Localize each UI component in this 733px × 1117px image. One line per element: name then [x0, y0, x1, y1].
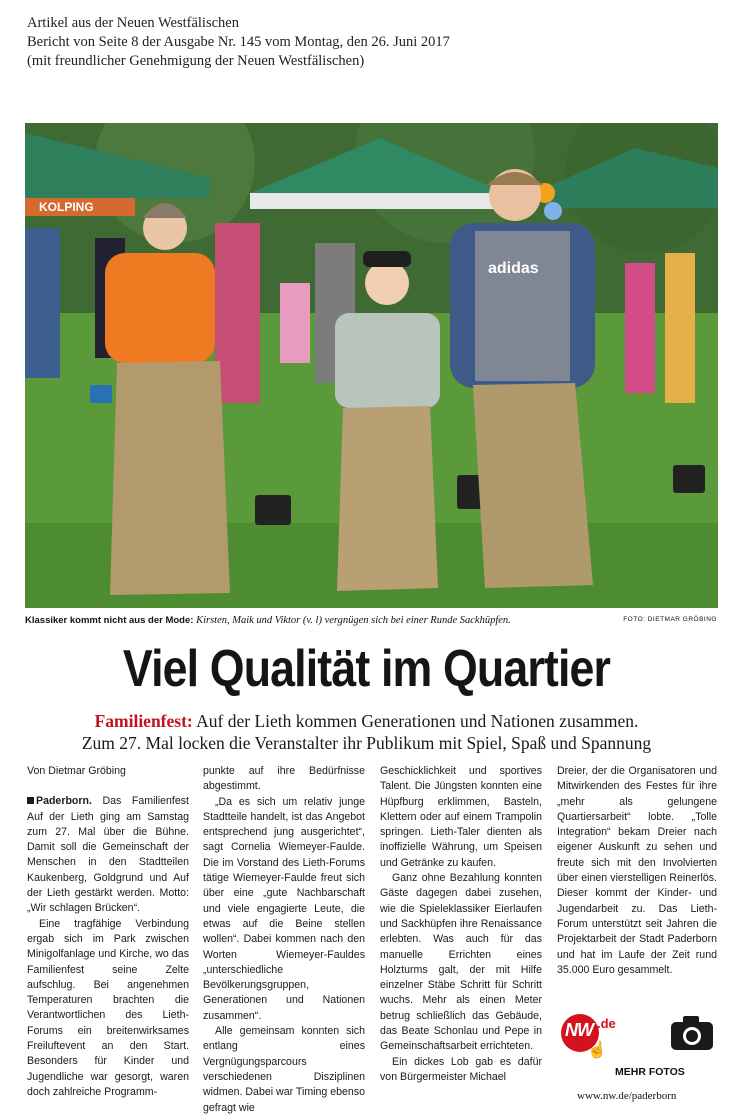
adidas-logo: adidas — [488, 260, 539, 277]
author-byline: Von Dietmar Gröbing — [27, 765, 126, 777]
bucket — [90, 385, 112, 403]
photo-illustration — [25, 123, 718, 608]
article-column-3 — [380, 764, 542, 1085]
subhead-text-1: Auf der Lieth kommen Generationen und Nationen zusammen. — [196, 711, 639, 731]
caption-italic: Kirsten, Maik und Viktor (v. l) vergnügen sich bei einer Runde Sackhüpfen. — [196, 615, 511, 626]
promo-url-link[interactable]: www.nw.de/paderborn — [577, 1090, 677, 1102]
subhead-line-2: Zum 27. Mal locken die Veranstalter ihr Publikum mit Spiel, Spaß und Spannung — [81, 733, 652, 753]
paragraph: Alle gemeinsam konnten sich entlang eines Vergnügungsparcours verschiedenen Disziplinen widmen. Dabei war Timing ebenso gefragt wie — [203, 1025, 365, 1114]
bucket — [255, 495, 291, 525]
caption-bold: Klassiker kommt nicht aus der Mode: — [25, 615, 194, 626]
subhead-kicker: Familienfest: — [94, 711, 193, 731]
dateline: Paderborn. — [36, 795, 92, 808]
kolping-sign: KOLPING — [39, 200, 94, 214]
more-photos-label[interactable]: MEHR FOTOS — [615, 1066, 685, 1078]
camera-icon — [669, 1012, 715, 1052]
nw-logo-domain: .de — [597, 1016, 616, 1031]
header-line-1: Artikel aus der Neuen Westfälischen — [27, 15, 239, 31]
photo-credit: FOTO: DIETMAR GRÖBING — [623, 616, 717, 623]
paragraph — [27, 794, 189, 916]
paragraph-text: Das Familienfest Auf der Lieth ging am Samstag zum 27. Mal über die Bühne. Damit soll die Gemeinschaft der Menschen in den Stadtteilen Kaukenberg, Goldgrund und Auf der Lieth gestärkt werden. Motto: „Wir schlagen Brücken“. — [27, 795, 189, 915]
header — [27, 14, 450, 71]
paragraph: „Da es sich um relativ junge Stadtteile handelt, ist das Angebot entsprechend jung ausgerichtet“, sagt Cornelia Wiemeyer-Faulde. Die im Vorstand des Lieth-Forums tätige Wiemeyer-Faulde freut sich über eine „gute Nachbarschaft und viele engagierte Leute, die etwas auf die Beine stellen wollen“. Dabei kommen nach den Worten Wiemeyer-Fauldes „unterschiedliche Bevölkerungsgruppen, Generationen und Nationen zusammen“. — [203, 795, 365, 1022]
article-column-2 — [203, 764, 365, 1116]
headline: Viel Qualität im Quartier — [122, 640, 611, 698]
header-line-3: (mit freundlicher Genehmigung der Neuen Westfälischen) — [27, 53, 365, 69]
bucket — [673, 465, 705, 493]
paragraph: Ganz ohne Bezahlung konnten Gäste dagegen dabei zusehen, wie die Spieleklassiker Eierlaufen und Sackhüpfen ihre Renaissance erlebten. Was auch für das manuelle Errichten eines Holzturms galt, der mit Hilfe einzelner Stäbe Schritt für Schritt wuchs. Mehr als einen Meter betrug schließlich das Gebäude, das Beate Schonlau und Pepe in Gemeinschaftsarbeit errichteten. — [380, 872, 542, 1053]
paragraph: Dreier, der die Organisatoren und Mitwirkenden des Festes für ihre „mehr als gelungene Quartiersarbeit“ lobte. „Tolle Integration“ bekam Dreier nach eigener Auskunft zu sehen und freute sich mit den Involvierten über einen vierstelligen Reinerlös. Dieser kommt der Kinder- und Jugendarbeit zu. Das Lieth-Forum unterstützt seit Jahren die Projektarbeit der Stadt Paderborn und hat im Laufe der Zeit rund 35.000 Euro gesammelt. — [557, 765, 717, 976]
header-line-2: Bericht von Seite 8 der Ausgabe Nr. 145 vom Montag, den 26. Juni 2017 — [27, 34, 450, 50]
article-photo — [25, 123, 718, 608]
nw-logo-text: NW — [565, 1020, 593, 1040]
article-column-1 — [27, 764, 189, 1100]
paragraph: punkte auf ihre Bedürfnisse abgestimmt. — [203, 765, 365, 793]
article-column-4 — [557, 764, 717, 978]
paragraph: Ein dickes Lob gab es dafür von Bürgermeister Michael — [380, 1055, 542, 1083]
paragraph: Eine tragfähige Verbindung ergab sich im Park zwischen Minigolfanlage und Kirche, wo das Familienfest seine Zelte aufschlug. Bei angenehmen Temperaturen brachten die Verantwortlichen des Lieth-Forums ein breitenwirksames Freiluftevent an den Start. Besonders für Kinder und Jugendliche war gesorgt, waren doch zahlreiche Programm- — [27, 917, 189, 1098]
pointer-hand-icon: ☝ — [587, 1040, 607, 1059]
photo-caption — [25, 614, 718, 627]
more-photos-promo[interactable] — [557, 1010, 717, 1110]
person-maik — [365, 261, 409, 305]
bullet-square-icon — [27, 797, 34, 804]
paragraph: Geschicklichkeit und sportives Talent. Die Jüngsten konnten eine Hüpfburg erklimmen, Basteln, Klettern oder auf einem Trampolin springen. Lieth-Taler dienten als inoffizielle Währung, um Speisen und Getränke zu kaufen. — [380, 765, 542, 869]
subhead-line-1 — [0, 710, 733, 732]
